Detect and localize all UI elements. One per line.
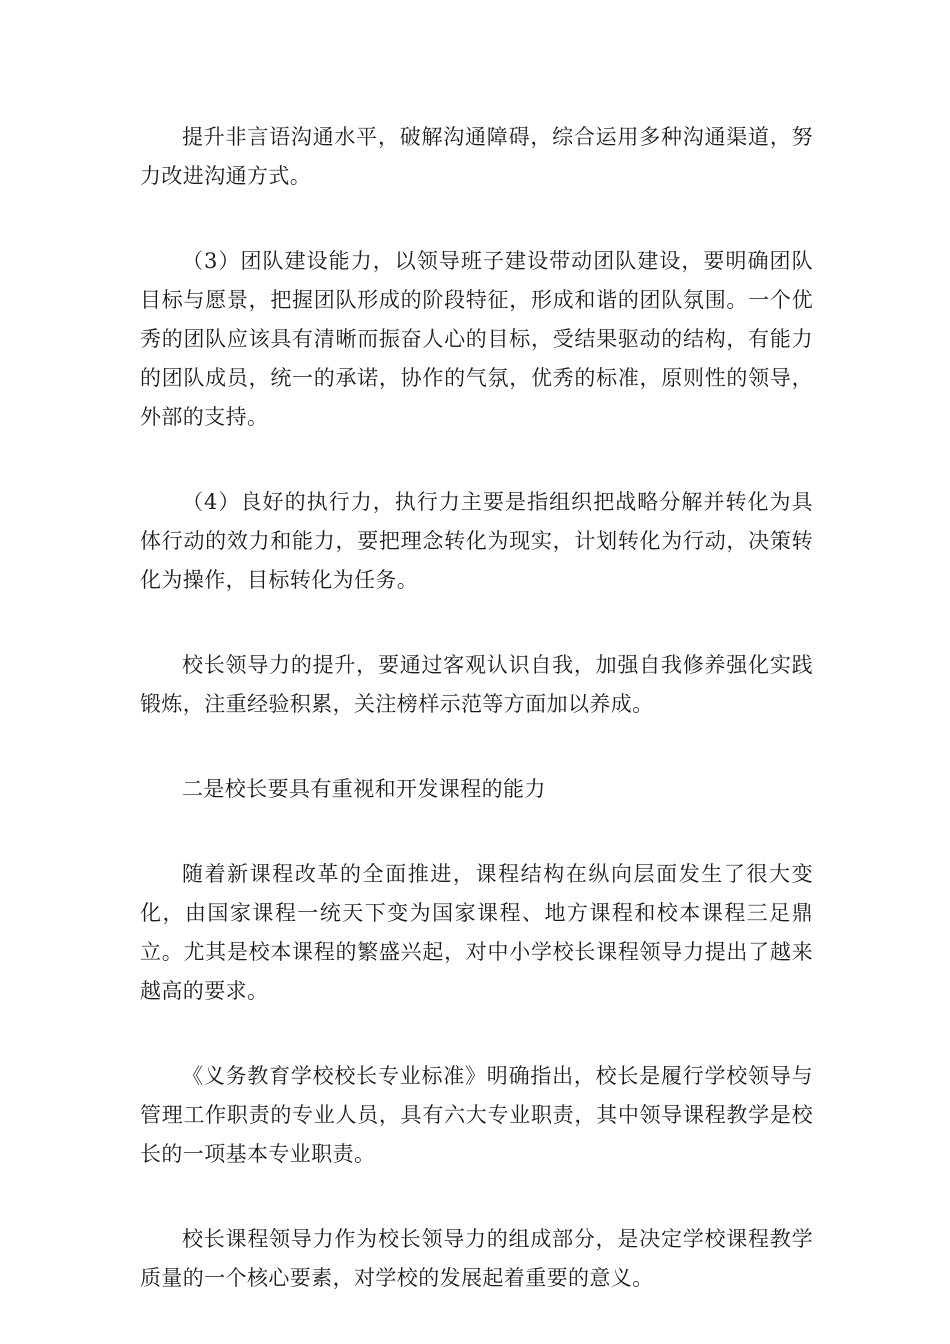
paragraph-leadership-improvement: 校长领导力的提升，要通过客观认识自我，加强自我修养强化实践锻炼，注重经验积累，关注榜样示范等方面加以养成。 <box>140 653 813 716</box>
paragraph-curriculum-leadership: 校长课程领导力作为校长领导力的组成部分，是决定学校课程教学质量的一个核心要素，对学校的发展起着重要的意义。 <box>140 1227 813 1290</box>
paragraph-execution: （4）良好的执行力，执行力主要是指组织把战略分解并转化为具体行动的效力和能力，要把理念转化为现实，计划转化为行动，决策转化为操作，目标转化为任务。 <box>140 490 813 592</box>
paragraph-professional-standard: 《义务教育学校校长专业标准》明确指出，校长是履行学校领导与管理工作职责的专业人员，具有六大专业职责，其中领导课程教学是校长的一项基本专业职责。 <box>140 1064 813 1166</box>
paragraph-team-building: （3）团队建设能力，以领导班子建设带动团队建设，要明确团队目标与愿景，把握团队形成的阶段特征，形成和谐的团队氛围。一个优秀的团队应该具有清晰而振奋人心的目标，受结果驱动的结构，有能力的团队成员，统一的承诺，协作的气氛，优秀的标准，原则性的领导，外部的支持。 <box>140 249 813 429</box>
section-heading-curriculum: 二是校长要具有重视和开发课程的能力 <box>182 777 546 801</box>
paragraph-communication: 提升非言语沟通水平，破解沟通障碍，综合运用多种沟通渠道，努力改进沟通方式。 <box>140 125 813 188</box>
paragraph-curriculum-reform: 随着新课程改革的全面推进，课程结构在纵向层面发生了很大变化，由国家课程一统天下变为国家课程、地方课程和校本课程三足鼎立。尤其是校本课程的繁盛兴起，对中小学校长课程领导力提出了越来越高的要求。 <box>140 862 813 1003</box>
document-body <box>140 118 813 1344</box>
